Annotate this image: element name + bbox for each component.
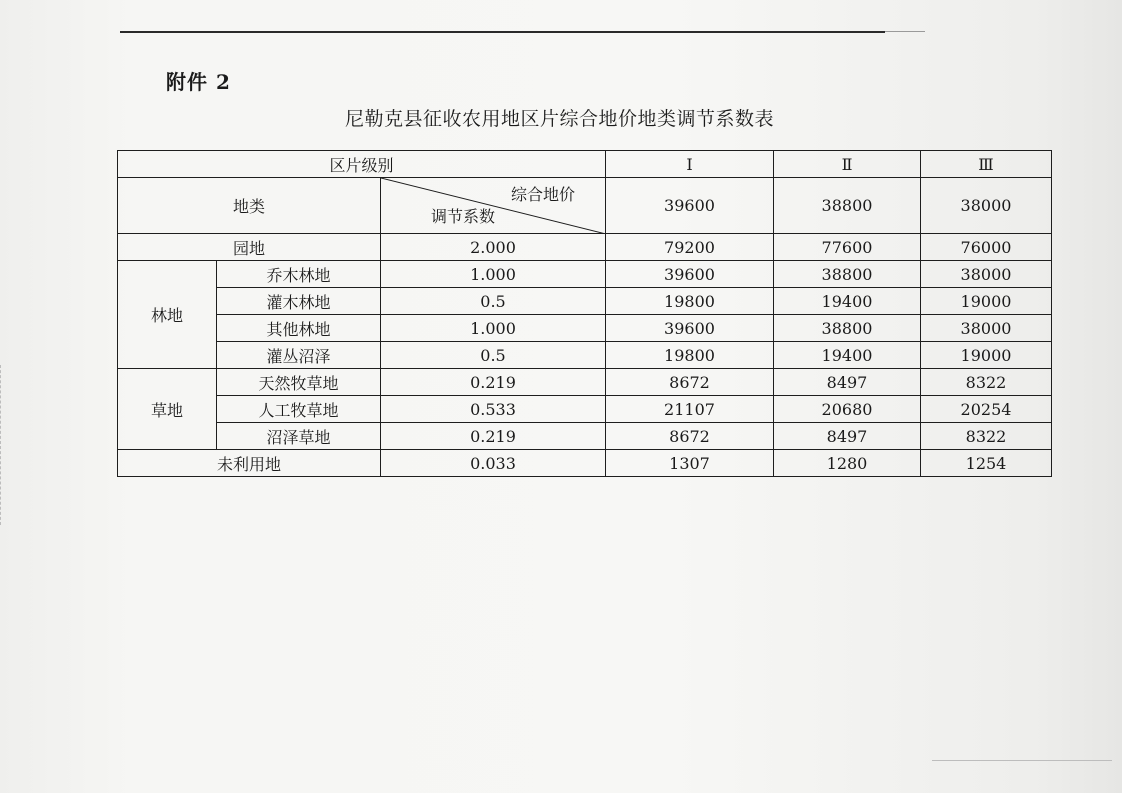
table-row [118,450,1052,477]
table-row [118,315,1052,342]
price-zone-3: 19000 [921,342,1052,369]
diagonal-header-cell [381,178,606,234]
price-zone-1: 39600 [606,261,774,288]
coefficient: 1.000 [381,261,606,288]
coefficient: 1.000 [381,315,606,342]
base-price-row [118,178,1052,234]
price-zone-3: 20254 [921,396,1052,423]
zone-header-label: 区片级别 [118,151,606,178]
table-row [118,261,1052,288]
table-row [118,423,1052,450]
table-row [118,342,1052,369]
coefficient: 2.000 [381,234,606,261]
coefficient: 0.219 [381,423,606,450]
price-zone-3: 38000 [921,261,1052,288]
binding-margin-mark [0,365,7,525]
coefficient: 0.219 [381,369,606,396]
document-title: 尼勒克县征收农用地区片综合地价地类调节系数表 [345,108,775,130]
land-type-name: 乔木林地 [217,261,381,288]
land-type-name: 未利用地 [118,450,381,477]
adjustment-coefficient-table [117,150,1052,477]
land-group-name: 林地 [118,261,217,369]
land-type-name: 沼泽草地 [217,423,381,450]
price-zone-2: 8497 [774,369,921,396]
coefficient: 0.5 [381,288,606,315]
land-type-name: 园地 [118,234,381,261]
price-zone-3: 38000 [921,315,1052,342]
land-type-name: 天然牧草地 [217,369,381,396]
price-zone-2: 38800 [774,315,921,342]
land-type-header: 地类 [118,178,381,234]
price-zone-1: 1307 [606,450,774,477]
table-row [118,396,1052,423]
land-type-name: 其他林地 [217,315,381,342]
land-type-name: 人工牧草地 [217,396,381,423]
price-zone-1: 19800 [606,288,774,315]
price-zone-3: 19000 [921,288,1052,315]
coefficient: 0.033 [381,450,606,477]
price-zone-3: 8322 [921,423,1052,450]
zone-header-row [118,151,1052,178]
table-row [118,288,1052,315]
base-price-zone-1: 39600 [606,178,774,234]
price-zone-1: 21107 [606,396,774,423]
price-zone-2: 1280 [774,450,921,477]
footer-rule [932,760,1112,761]
price-zone-2: 19400 [774,288,921,315]
adjustment-coef-label: 调节系数 [431,207,496,226]
price-zone-1: 39600 [606,315,774,342]
land-type-name: 灌木林地 [217,288,381,315]
price-zone-1: 8672 [606,369,774,396]
land-type-name: 灌丛沼泽 [217,342,381,369]
base-price-zone-3: 38000 [921,178,1052,234]
coefficient: 0.5 [381,342,606,369]
composite-price-label: 综合地价 [510,185,575,204]
coefficient: 0.533 [381,396,606,423]
price-zone-2: 20680 [774,396,921,423]
price-zone-2: 8497 [774,423,921,450]
zone-2-header: Ⅱ [774,151,921,178]
price-zone-3: 76000 [921,234,1052,261]
header-rule [120,31,885,33]
price-zone-1: 8672 [606,423,774,450]
attachment-label: 附件 2 [166,70,231,94]
price-zone-3: 1254 [921,450,1052,477]
table-row [118,369,1052,396]
price-zone-1: 79200 [606,234,774,261]
land-group-name: 草地 [118,369,217,450]
table-row [118,234,1052,261]
zone-3-header: Ⅲ [921,151,1052,178]
price-zone-1: 19800 [606,342,774,369]
zone-1-header: Ⅰ [606,151,774,178]
base-price-zone-2: 38800 [774,178,921,234]
header-rule-faint [885,31,925,32]
price-zone-2: 38800 [774,261,921,288]
price-zone-2: 19400 [774,342,921,369]
price-zone-3: 8322 [921,369,1052,396]
price-zone-2: 77600 [774,234,921,261]
